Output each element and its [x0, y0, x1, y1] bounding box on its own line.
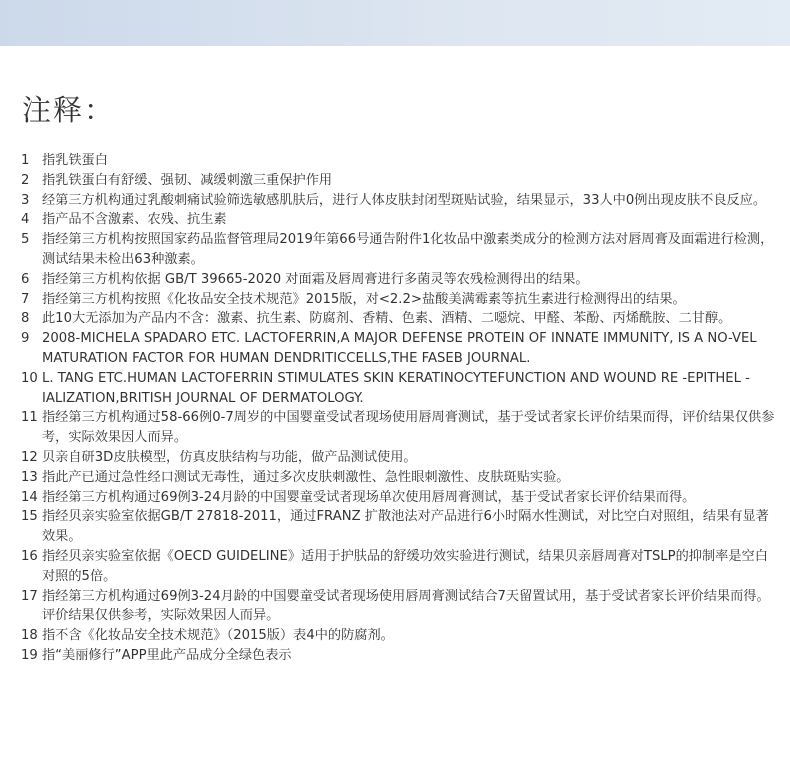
footnote-number: 19	[21, 647, 38, 663]
footnote-number: 6	[21, 271, 30, 287]
footnote-text: L. TANG ETC.HUMAN LACTOFERRIN STIMULATES SKIN KERATINOCYTEFUNCTION AND WOUND RE -EPITHEL -IALIZATION,BRITISH JOURNAL OF DERMATOLOGY.	[42, 370, 750, 406]
footnote-number: 10	[21, 370, 38, 386]
footnote-number: 16	[21, 548, 38, 564]
footnote-item	[21, 210, 781, 230]
footnote-item	[21, 468, 781, 488]
footnote-number: 1	[21, 153, 30, 168]
footnote-number: 15	[21, 509, 38, 525]
footnote-item	[21, 488, 781, 508]
footnote-item	[21, 448, 781, 468]
footnote-number: 4	[21, 212, 30, 228]
footnote-text: 指不含《化妆品安全技术规范》（2015版）表4中的防腐剂。	[42, 628, 394, 644]
footnote-item	[21, 309, 781, 329]
footnote-text: 指经第三方机构按照国家药品监督管理局2019年第66号通告附件1化妆品中激素类成分的检测方法对唇周膏及面霜进行检测，测试结果未检出63种激素。	[42, 232, 774, 267]
footnote-item	[21, 290, 781, 310]
footnote-number: 8	[21, 311, 30, 327]
top-banner-band	[0, 0, 790, 46]
footnote-text: 此10大无添加为产品内不含：激素、抗生素、防腐剂、香精、色素、酒精、二噁烷、甲醛、苯酚、丙烯酰胺、二甘醇。	[42, 311, 732, 327]
footnote-item	[21, 587, 781, 627]
footnote-text: 2008-MICHELA SPADARO ETC. LACTOFERRIN,A MAJOR DEFENSE PROTEIN OF INNATE IMMUNITY, IS A NO-VEL MATURATION FACTOR FOR HUMAN DENDRITICCELLS,THE FASEB JOURNAL.	[42, 331, 757, 366]
footnote-text: 指经第三方机构按照《化妆品安全技术规范》2015版，对<2.2>盐酸美满霉素等抗生素进行检测得出的结果。	[42, 291, 686, 307]
footnote-text: 指“美丽修行”APP里此产品成分全绿色表示	[42, 647, 292, 663]
footnote-item	[21, 408, 781, 448]
footnote-text: 指乳铁蛋白	[42, 153, 108, 168]
footnote-text: 指产品不含激素、农残、抗生素	[42, 212, 227, 228]
footnote-item	[21, 626, 781, 646]
footnote-item	[21, 270, 781, 290]
footnote-number: 12	[21, 449, 38, 465]
footnote-item	[21, 507, 781, 547]
page-title: 注释：	[22, 93, 116, 127]
footnote-text: 指此产已通过急性经口测试无毒性，通过多次皮肤刺激性、急性眼刺激性、皮肤斑贴实验。	[42, 469, 570, 485]
footnote-number: 14	[21, 489, 38, 505]
footnote-text: 指经第三方机构通过69例3-24月龄的中国婴童受试者现场使用唇周膏测试结合7天留置试用，基于受试者家长评价结果而得。评价结果仅供参考，实际效果因人而异。	[42, 588, 770, 624]
footnote-text: 指乳铁蛋白有舒缓、强韧、减缓刺激三重保护作用	[42, 172, 333, 188]
footnote-text: 指经第三方机构通过58-66例0-7周岁的中国婴童受试者现场使用唇周膏测试，基于受试者家长评价结果而得，评价结果仅供参考，实际效果因人而异。	[42, 410, 775, 446]
footnote-item	[21, 646, 781, 666]
footnote-item	[21, 171, 781, 191]
footnote-number: 5	[21, 232, 30, 248]
footnote-number: 3	[21, 192, 30, 208]
footnote-item	[21, 151, 781, 171]
footnote-text: 指经第三方机构依据 GB/T 39665-2020 对面霜及唇周膏进行多菌灵等农残检测得出的结果。	[42, 271, 589, 287]
footnote-item	[21, 547, 781, 587]
footnote-number: 7	[21, 291, 30, 307]
footnote-item	[21, 329, 781, 369]
footnote-number: 9	[21, 331, 30, 347]
footnote-text: 经第三方机构通过乳酸刺痛试验筛选敏感肌肤后，进行人体皮肤封闭型斑贴试验，结果显示，33人中0例出现皮肤不良反应。	[42, 192, 767, 208]
footnote-text: 指经第三方机构通过69例3-24月龄的中国婴童受试者现场单次使用唇周膏测试，基于受试者家长评价结果而得。	[42, 489, 696, 505]
footnote-text: 指经贝亲实验室依据GB/T 27818-2011，通过FRANZ 扩散池法对产品进行6小时隔水性测试，对比空白对照组，结果有显著效果。	[42, 509, 769, 545]
footnote-number: 17	[21, 588, 38, 604]
footnote-item	[21, 369, 781, 409]
footnote-item	[21, 230, 781, 270]
footnote-number: 18	[21, 628, 38, 644]
footnote-text: 贝亲自研3D皮肤模型，仿真皮肤结构与功能，做产品测试使用。	[42, 449, 417, 465]
footnote-number: 13	[21, 469, 38, 485]
footnote-list	[21, 151, 781, 666]
footnote-number: 11	[21, 410, 38, 426]
footnote-number: 2	[21, 172, 30, 188]
footnote-text: 指经贝亲实验室依据《OECD GUIDELINE》适用于护肤品的舒缓功效实验进行测试，结果贝亲唇周膏对TSLP的抑制率是空白对照的5倍。	[42, 548, 768, 584]
footnote-item	[21, 191, 781, 211]
